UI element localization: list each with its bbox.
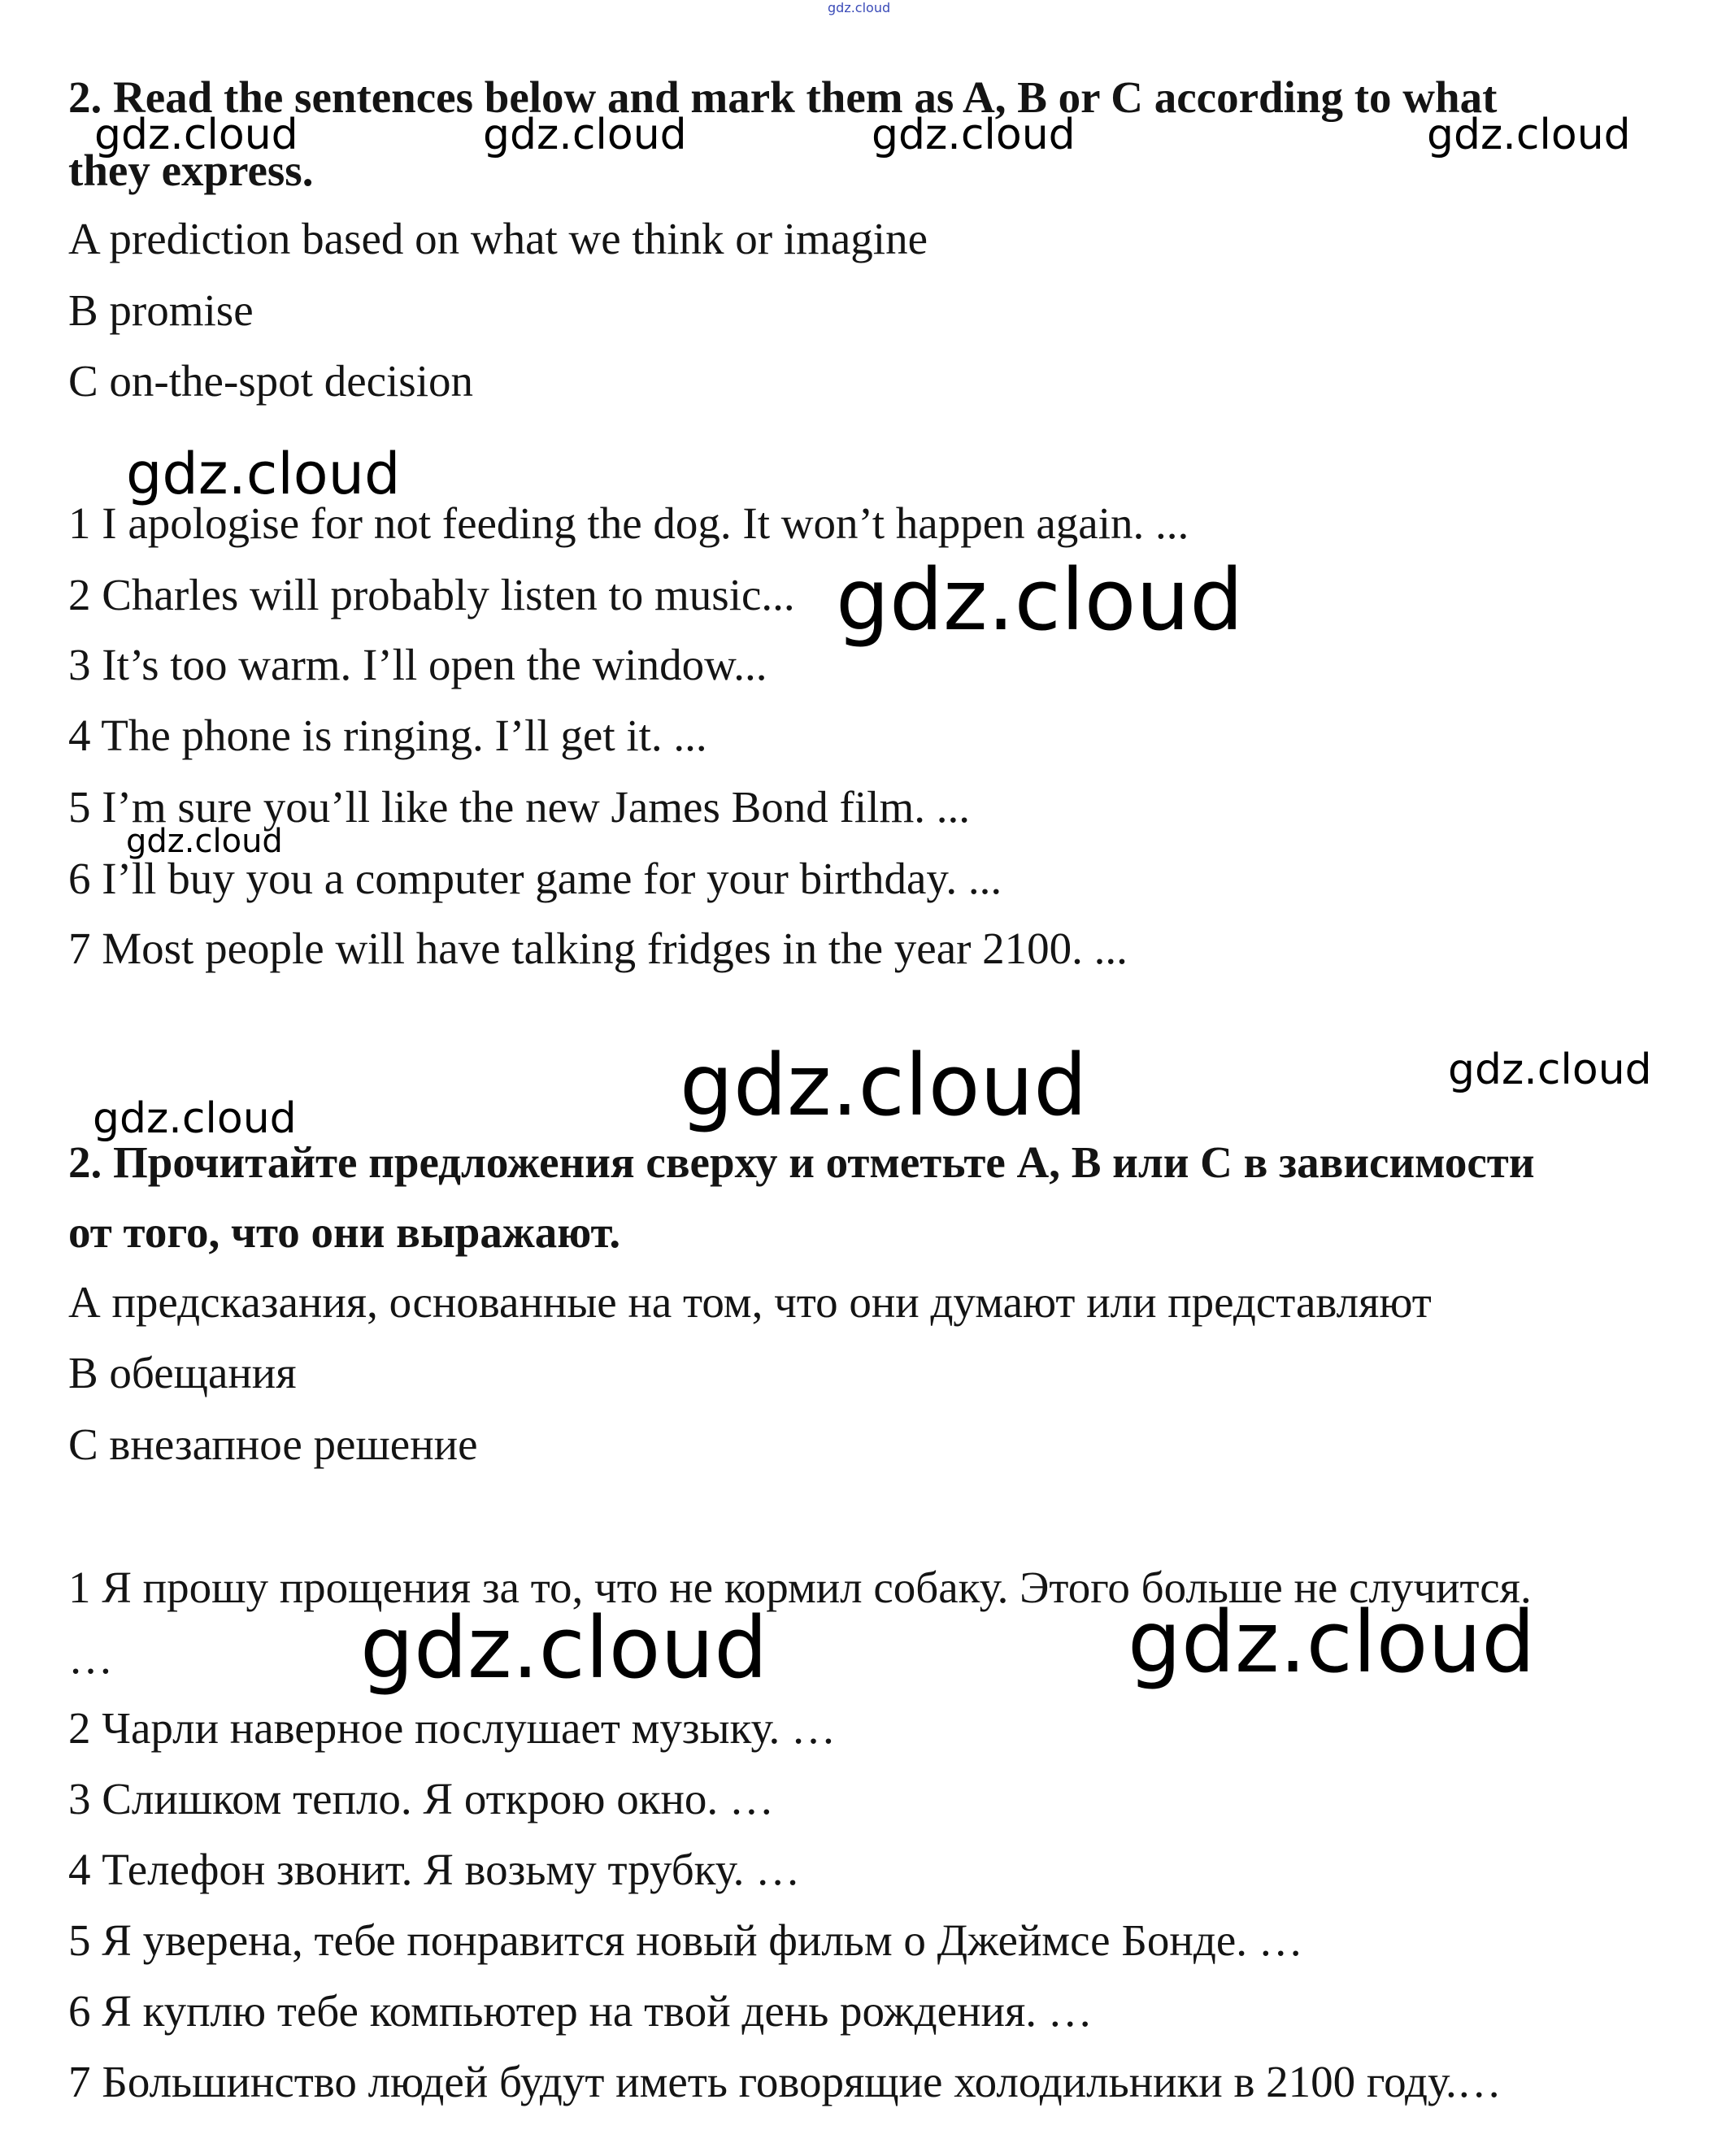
english-sentence-4: 4 The phone is ringing. I’ll get it. ... (68, 711, 707, 760)
russian-sentence-2: 2 Чарли наверное послушает музыку. … (68, 1703, 837, 1753)
russian-option-b: В обещания (68, 1348, 297, 1397)
russian-sentence-1-continuation: … (68, 1633, 113, 1683)
russian-sentence-5: 5 Я уверена, тебе понравится новый фильм о Джеймсе Бонде. … (68, 1915, 1303, 1965)
english-task-title-line2: they express. (68, 146, 314, 195)
russian-option-c: С внезапное решение (68, 1419, 478, 1469)
english-sentence-2: 2 Charles will probably listen to music... (68, 570, 795, 619)
russian-sentence-6: 6 Я куплю тебе компьютер на твой день рождения. … (68, 1986, 1093, 2036)
english-sentence-3: 3 It’s too warm. I’ll open the window... (68, 640, 767, 689)
russian-sentence-3: 3 Слишком тепло. Я открою окно. … (68, 1774, 774, 1823)
english-option-b: B promise (68, 285, 254, 335)
watermark: gdz.cloud (94, 111, 298, 159)
watermark-large: gdz.cloud (360, 1598, 768, 1697)
english-sentence-1: 1 I apologise for not feeding the dog. It won’t happen again. ... (68, 498, 1189, 548)
english-option-a: A prediction based on what we think or imagine (68, 214, 928, 263)
english-sentence-6: 6 I’ll buy you a computer game for your birthday. ... (68, 854, 1002, 903)
watermark-large: gdz.cloud (680, 1036, 1088, 1135)
russian-sentence-7: 7 Большинство людей будут иметь говорящие холодильники в 2100 году.… (68, 2057, 1502, 2106)
watermark: gdz.cloud (872, 111, 1076, 159)
watermark: gdz.cloud (483, 111, 687, 159)
english-sentence-5: 5 I’m sure you’ll like the new James Bond film. ... (68, 782, 970, 832)
english-task-title-line1: 2. Read the sentences below and mark them as A, B or C according to what (68, 72, 1498, 122)
russian-task-title-line1: 2. Прочитайте предложения сверху и отметьте А, В или С в зависимости (68, 1137, 1535, 1187)
watermark: gdz.cloud (1427, 111, 1631, 159)
watermark-large: gdz.cloud (1128, 1593, 1536, 1692)
watermark: gdz.cloud (126, 441, 401, 507)
russian-sentence-4: 4 Телефон звонит. Я возьму трубку. … (68, 1845, 801, 1894)
english-sentence-7: 7 Most people will have talking fridges in the year 2100. ... (68, 924, 1128, 973)
watermark-top: gdz.cloud (828, 0, 891, 15)
watermark: gdz.cloud (126, 823, 283, 860)
russian-task-title-line2: от того, что они выражают. (68, 1207, 621, 1257)
russian-sentence-1: 1 Я прошу прощения за то, что не кормил собаку. Этого больше не случится. (68, 1563, 1532, 1612)
russian-option-a: А предсказания, основанные на том, что они думают или представляют (68, 1277, 1432, 1327)
watermark: gdz.cloud (1448, 1045, 1652, 1094)
watermark-large: gdz.cloud (836, 550, 1244, 650)
watermark: gdz.cloud (93, 1094, 297, 1143)
english-option-c: C on-the-spot decision (68, 356, 473, 406)
